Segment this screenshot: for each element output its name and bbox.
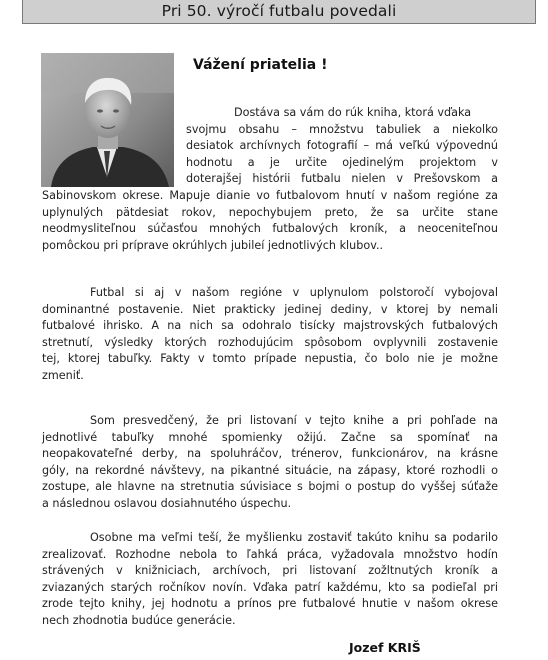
paragraph-line: zviazaných starých ročníkov novín. Vďaka patrí každému, kto sa podieľal pri (42, 580, 498, 594)
paragraph-line: dominantné postavenie. Niet prakticky jedinej dediny, v ktorej by nemali (42, 302, 498, 316)
paragraph-line: zrode tejto knihy, jej hodnotu a prínos pre futbalové hnutie v našom okrese (42, 597, 498, 611)
paragraph-line: zrealizovať. Rozhodne nebola to ľahká práca, vyžadovala množstvo hodín (42, 547, 498, 561)
paragraph-line: Futbal si aj v našom regióne v uplynulom polstoročí vybojoval (90, 286, 498, 299)
paragraph-line: góly, na rekordné návštevy, na pikantné situácie, na zápasy, ktoré rozhodli o (42, 463, 498, 477)
paragraph-line: stretnutí, výsledky ktorých rozhodujúcim spôsobom ovplyvnili zostavenie (42, 335, 498, 349)
paragraph-line: strávených v knižniciach, archívoch, pri listovaní zožltnutých kroník a (42, 564, 498, 578)
paragraph-line: Dostáva sa vám do rúk kniha, ktorá vďaka (234, 106, 472, 119)
header-title: Pri 50. výročí futbalu povedali (161, 2, 397, 20)
paragraph-2 (42, 285, 498, 385)
paragraph-line: a následnou oslavou dosiahnutého úspechu. (42, 496, 292, 510)
paragraph-line: desiatok archívnych fotografií – má veľkú výpovednú (186, 139, 498, 153)
paragraph-line: zmeniť. (42, 368, 84, 382)
paragraph-line: pomôckou pri príprave okrúhlych jubileí jednotlivých klubov.. (42, 238, 384, 252)
paragraph-line: Sabinovskom okrese. Mapuje dianie vo futbalovom hnutí v našom regióne za (42, 188, 498, 202)
paragraph-line: uplynulých pätdesiat rokov, nepochybujem preto, že sa určite stane (42, 205, 498, 219)
author-signature: Jozef KRIŠ (349, 640, 421, 655)
paragraph-line: neodmysliteľnou súčasťou mnohých futbalových kroník, a neoceniteľnou (42, 222, 498, 236)
paragraph-1 (42, 105, 498, 254)
page-header (22, 0, 536, 24)
paragraph-line: hodnotu a je určite ojedinelým projektom v (186, 155, 498, 169)
paragraph-line: tej, ktorej tabuľky. Fakty v tomto prípade nepustia, čo bolo nie je možne (42, 352, 498, 366)
paragraph-4 (42, 530, 498, 630)
paragraph-line: Som presvedčený, že pri listovaní v tejto knihe a pri pohľade na (90, 414, 498, 427)
paragraph-line: Osobne ma veľmi teší, že myšlienku zostaviť takúto knihu sa podarilo (90, 531, 498, 544)
paragraph-line: neopakovateľné derby, na spoluhráčov, trénerov, funkcionárov, na krásne (42, 447, 498, 461)
greeting-heading: Vážení priatelia ! (193, 57, 328, 73)
paragraph-line: nech zhodnotia budúce generácie. (42, 613, 236, 627)
paragraph-line: futbalové ihrisko. A na nich sa odohralo tisícky majstrovských futbalových (42, 319, 498, 333)
paragraph-line: svojmu obsahu – množstvu tabuliek a niekolko (186, 122, 498, 136)
paragraph-line: zostupe, ale hlavne na stretnutia súvisiace s bojmi o postup do vyššej súťaže (42, 480, 498, 494)
paragraph-3 (42, 413, 498, 513)
paragraph-line: jednotlivé tabuľky mnohé spomienky ožijú. Začne sa spomínať na (42, 430, 498, 444)
paragraph-line: doterajšej histórii futbalu nielen v Prešovskom a (186, 172, 498, 186)
